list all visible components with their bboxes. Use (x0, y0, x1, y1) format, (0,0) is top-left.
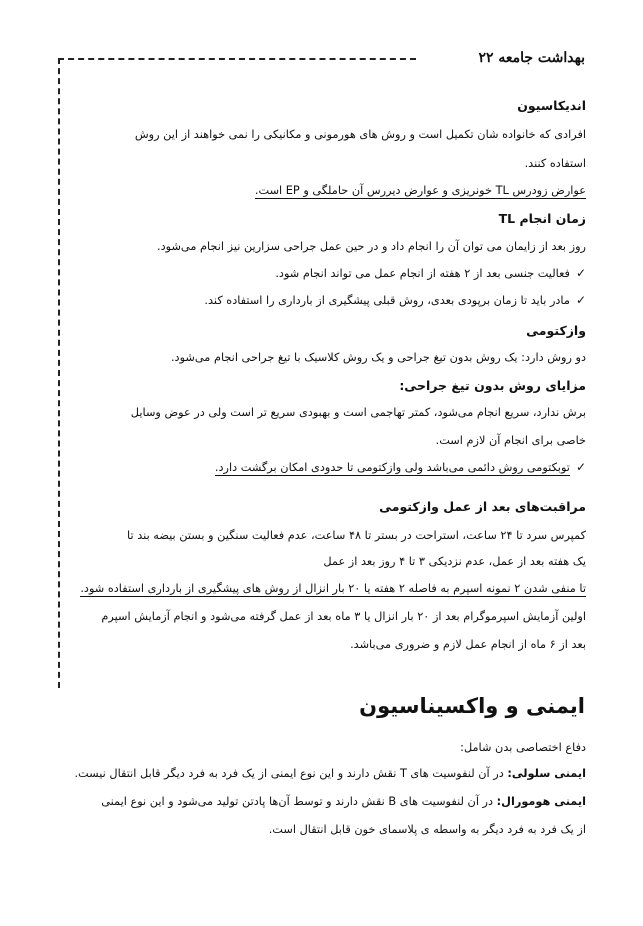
vasectomy-heading: وازکتومی (526, 323, 586, 338)
humoral-text-1: در آن لنفوسیت های B نقش دارند و توسط آن‌ها پادتن تولید می‌شود و این نوع ایمنی (101, 795, 497, 808)
immunity-title: ایمنی و واکسیناسیون (359, 694, 585, 718)
no-scalpel-check-text: توبکتومی روش دائمی می‌باشد ولی وازکتومی تا حدودی امکان برگشت دارد. (214, 461, 570, 474)
vasectomy-line: دو روش دارد: یک روش بدون تیغ جراحی و یک روش کلاسیک با تیغ جراحی انجام می‌شود. (170, 351, 586, 364)
indications-line-2: استفاده کنند. (524, 157, 586, 170)
no-scalpel-check (215, 460, 586, 474)
humoral-line-2: از یک فرد به فرد دیگر به واسطه ی پلاسمای خون قابل انتقال است. (268, 823, 586, 836)
care-line-5: بعد از ۶ ماه از انجام عمل لازم و ضروری می‌باشد. (350, 638, 586, 651)
checkmark-icon: ✓ (575, 266, 586, 280)
complications-line (255, 184, 586, 197)
care-line-3 (80, 582, 586, 595)
no-scalpel-heading: مزایای روش بدون تیغ جراحی: (399, 378, 586, 393)
tl-check-2 (204, 293, 586, 307)
cellular-label: ایمنی سلولی: (507, 767, 586, 780)
complications-text: عوارض زودرس TL خونریزی و عوارض دیررس آن حاملگی و EP است. (254, 184, 586, 197)
header-dashed-rule (58, 58, 416, 60)
care-line-4: اولین آزمایش اسپرموگرام بعد از ۲۰ بار انزال یا ۳ ماه بعد از عمل گرفته می‌شود و انجام آزمایش اسپرم (101, 610, 586, 623)
no-scalpel-line-1: برش ندارد، سریع انجام می‌شود، کمتر تهاجمی است و بهبودی سریع تر است ولی در عوض وسایل (130, 406, 586, 419)
humoral-label: ایمنی هومورال: (496, 795, 586, 808)
care-line-2: یک هفته بعد از عمل، عدم نزدیکی ۳ تا ۴ روز بعد از عمل (323, 555, 586, 568)
checkmark-icon: ✓ (575, 460, 586, 474)
checkmark-icon: ✓ (575, 293, 586, 307)
side-dashed-rule (58, 58, 60, 688)
humoral-line-1 (101, 795, 586, 808)
no-scalpel-line-2: خاصی برای انجام آن لازم است. (435, 434, 586, 447)
tl-time-line: روز بعد از زایمان می توان آن را انجام داد و در حین عمل جراحی سزارین نیز انجام می‌شود. (157, 240, 586, 253)
tl-check-2-text: مادر باید تا زمان برپودی بعدی، روش قبلی پیشگیری از بارداری را استفاده کند. (204, 294, 570, 307)
page-header: بهداشت جامعه ۲۲ (478, 50, 585, 66)
tl-time-heading: زمان انجام TL (498, 211, 586, 226)
immunity-intro: دفاع اختصاصی بدن شامل: (460, 741, 586, 754)
care-line-1: کمپرس سرد تا ۲۴ ساعت، استراحت در بستر تا ۴۸ ساعت، عدم فعالیت سنگین و بستن بیضه بند تا (127, 529, 586, 542)
cellular-text: در آن لنفوسیت های T نقش دارند و این نوع ایمنی از یک فرد به فرد دیگر قابل انتقال نیست. (74, 767, 508, 780)
tl-check-1-text: فعالیت جنسی بعد از ۲ هفته از انجام عمل می تواند انجام شود. (275, 267, 570, 280)
care-heading: مراقبت‌های بعد از عمل وازکتومی (379, 499, 586, 514)
tl-check-1 (275, 266, 586, 280)
cellular-line (74, 767, 586, 780)
indications-line-1: افرادی که خانواده شان تکمیل است و روش های هورمونی و مکانیکی را نمی خواهند از این روش (134, 128, 586, 141)
indications-heading: اندیکاسیون (517, 98, 586, 113)
care-line-3-text: تا منفی شدن ۲ نمونه اسپرم به فاصله ۲ هفته یا ۲۰ بار انزال از روش های پیشگیری از بارداری استفاده شود. (80, 582, 586, 595)
